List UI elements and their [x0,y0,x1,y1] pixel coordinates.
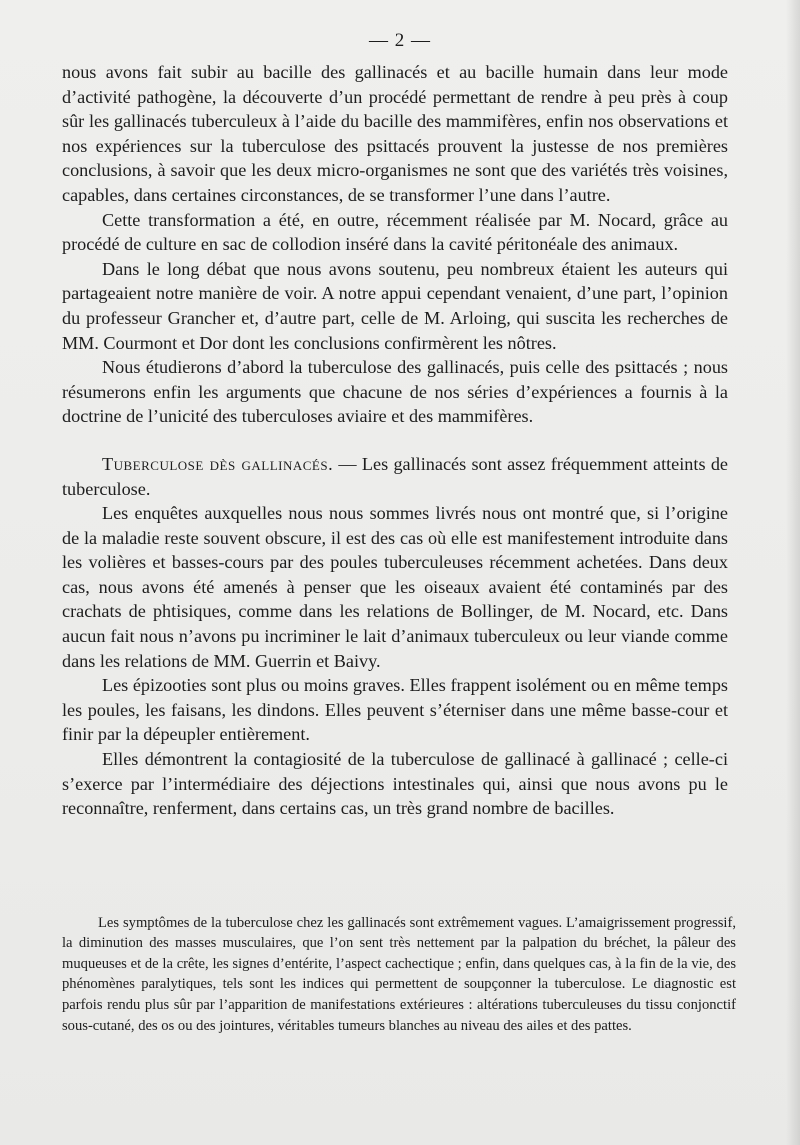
paragraph: Les épizooties sont plus ou moins graves. Elles frappent isolément ou en même temps les poules, les faisans, les dindons. Elles peuvent s’éterniser dans une même basse-cour et finir par la dépeupler entièrement. [62,675,728,745]
section-spacer [62,429,728,452]
paragraph: Cette transformation a été, en outre, récemment réalisée par M. Nocard, grâce au procédé de culture en sac de collodion inséré dans la cavité péritonéale des animaux. [62,209,728,255]
footnote-paragraph: Les symptômes de la tuberculose chez les gallinacés sont extrêmement vagues. L’amaigrissement progressif, la diminution des masses musculaires, que l’on sent très nettement par la palpation du bréchet, la pâleur des muqueuses et de la crête, les signes d’entérite, l’aspect cachectique ; enfin, dans quelques cas, à la fin de la vie, des phénomènes paralytiques, tels sont les indices qui permettent de soupçonner la tuberculose. Le diagnostic est parfois rendu plus sûr par l’apparition de manifestations extérieures : altérations tuberculeuses du tissu conjonctif sous-cutané, des os ou des jointures, véritables tumeurs blanches au niveau des ailes et des pattes. [62,914,736,1034]
page-number: — 2 — [369,30,431,51]
section-opening-paragraph [62,452,728,501]
paragraph: Nous étudierons d’abord la tuberculose des gallinacés, puis celle des psittacés ; nous résumerons enfin les arguments que chacune de nos séries d’expériences a fournis à la doctrine de l’unicité des tuberculoses aviaire et des mammifères. [62,357,728,427]
paragraph-continuation: nous avons fait subir au bacille des gallinacés et au bacille humain dans leur mode d’activité pathogène, la découverte d’un procédé permettant de rendre à peu près à coup sûr les gallinacés tuberculeux à l’aide du bacille des mammifères, enfin nos observations et nos expériences sur la tuberculose des psittacés prouvent la justesse de nos premières conclusions, à savoir que les deux micro-organismes ne sont que des variétés très voisines, capables, dans certaines circonstances, de se transformer l’une dans l’autre. [62,62,728,205]
paragraph: Dans le long débat que nous avons soutenu, peu nombreux étaient les auteurs qui partageaient notre manière de voir. A notre appui cependant venaient, d’une part, l’opinion du professeur Grancher et, d’autre part, celle de M. Arloing, qui suscita les recherches de MM. Courmont et Dor dont les conclusions confirmèrent les nôtres. [62,258,728,353]
paragraph: Les enquêtes auxquelles nous nous sommes livrés nous ont montré que, si l’origine de la maladie reste souvent obscure, il est des cas où elle est manifestement introduite dans les volières et basses-cours par des poules tuberculeuses récemment achetées. Dans deux cas, nous avons été amenés à penser que les oiseaux avaient été contaminés par des crachats de phtisiques, comme dans les relations de Bollinger, de M. Nocard, etc. Dans aucun fait nous n’avons pu incriminer le lait d’animaux tuberculeux ou leur viande comme dans les relations de MM. Guerrin et Baivy. [62,503,728,671]
section-opening-text: — Les gallinacés sont assez fréquemment atteints de tuberculose. [62,453,728,499]
section-heading: Tuberculose dès gallinacés. [102,453,334,474]
main-text [62,60,728,821]
paragraph: Elles démontrent la contagiosité de la tuberculose de gallinacé à gallinacé ; celle-ci s’exerce par l’intermédiaire des déjections intestinales qui, ainsi que nous avons pu le reconnaître, renferment, dans certains cas, un très grand nombre de bacilles. [62,749,728,819]
page-edge-shadow [786,0,800,1145]
